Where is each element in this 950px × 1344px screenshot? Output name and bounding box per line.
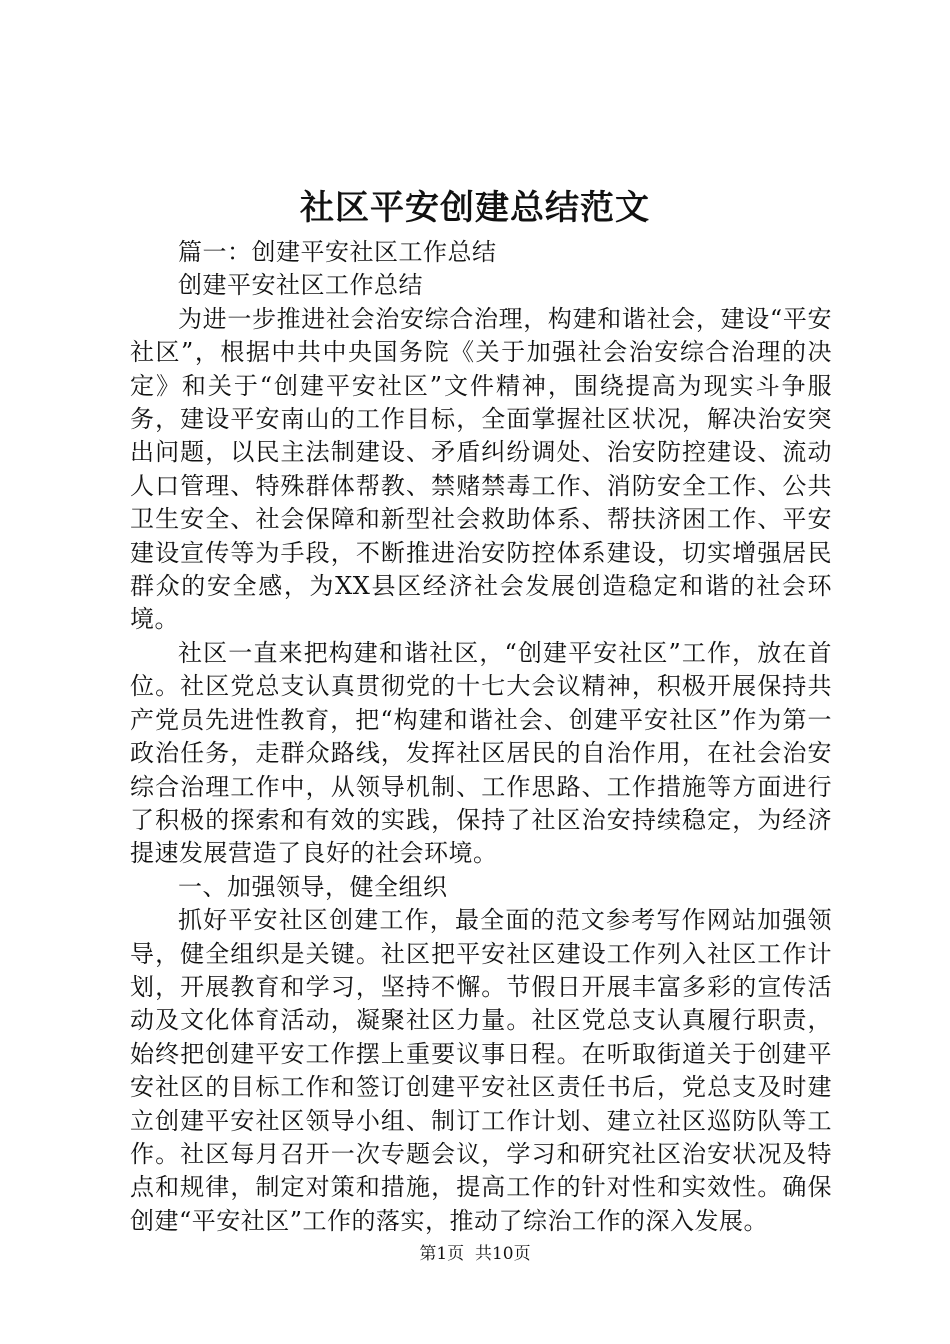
body-paragraph: 抓好平安社区创建工作，最全面的范文参考写作网站加强领导，健全组织是关键。社区把平安社区建设工作列入社区工作计划，开展教育和学习，坚持不懈。节假日开展丰富多彩的宣传活动及文化体育活动，凝聚社区力量。社区党总支认真履行职责，始终把创建平安工作摆上重要议事日程。在听取街道关于创建平安社区的目标工作和签订创建平安社区责任书后，党总支及时建立创建平安社区领导小组、制订工作计划、建立社区巡防队等工作。社区每月召开一次专题会议，学习和研究社区治安状况及特点和规律，制定对策和措施，提高工作的针对性和实效性。确保创建“平安社区”工作的落实，推动了综治工作的深入发展。 [130,906,832,1235]
document-body [130,236,832,1238]
article-heading: 创建平安社区工作总结 [178,271,423,300]
section-heading: 篇一：创建平安社区工作总结 [178,238,497,266]
page-footer [0,1243,950,1265]
body-paragraph: 社区一直来把构建和谐社区，“创建平安社区”工作，放在首位。社区党总支认真贯彻党的十七大会议精神，积极开展保持共产党员先进性教育，把“构建和谐社会、创建平安社区”作为第一政治任务，走群众路线，发挥社区居民的自治作用，在社会治安综合治理工作中，从领导机制、工作思路、工作措施等方面进行了积极的探索和有效的实践，保持了社区治安持续稳定，为经济提速发展营造了良好的社会环境。 [130,638,832,868]
body-paragraph: 为进一步推进社会治安综合治理，构建和谐社会，建设“平安社区”，根据中共中央国务院《关于加强社会治安综合治理的决定》和关于“创建平安社区”文件精神，围绕提高为现实斗争服务，建设平安南山的工作目标，全面掌握社区状况，解决治安突出问题，以民主法制建设、矛盾纠纷调处、治安防控建设、流动人口管理、特殊群体帮教、禁赌禁毒工作、消防安全工作、公共卫生安全、社会保障和新型社会救助体系、帮扶济困工作、平安建设宣传等为手段，不断推进治安防控体系建设，切实增强居民群众的安全感，为XX县区经济社会发展创造稳定和谐的社会环境。 [130,304,832,634]
page-number: 第1页 共10页 [419,1244,531,1264]
subsection-heading: 一、加强领导，健全组织 [178,872,448,901]
document-title: 社区平安创建总结范文 [300,188,650,228]
